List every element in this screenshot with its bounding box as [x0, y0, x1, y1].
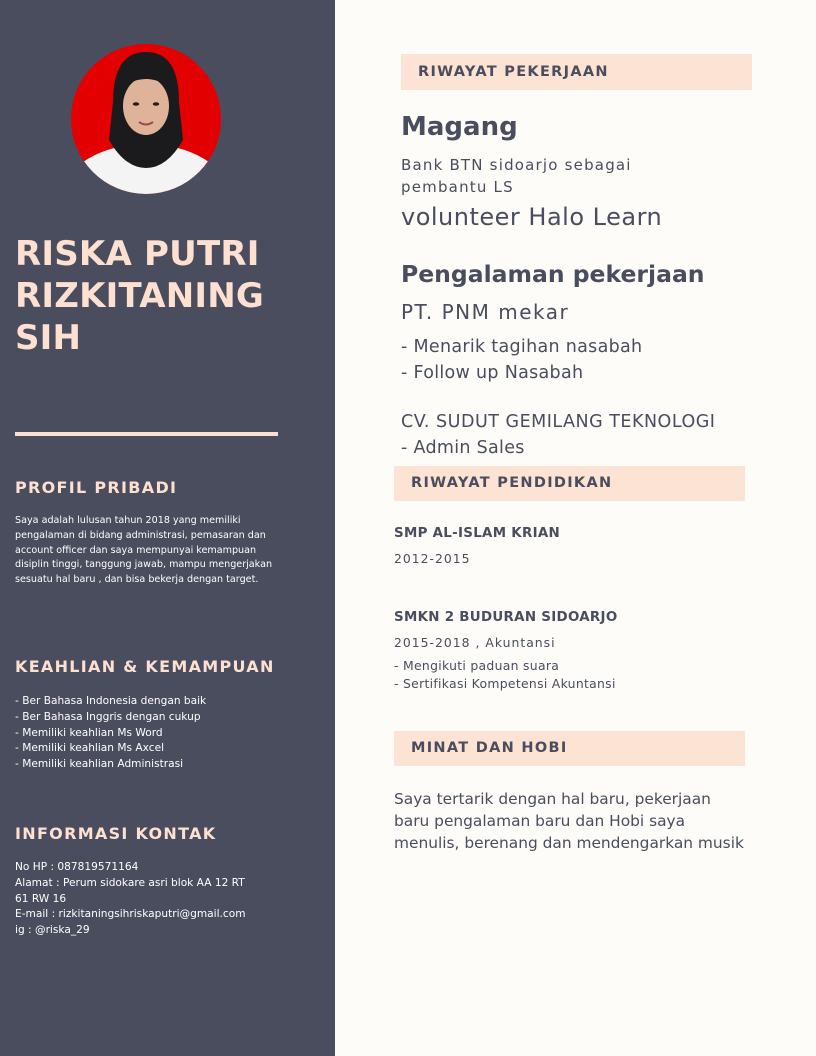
contact-heading: INFORMASI KONTAK	[15, 824, 217, 843]
skill-item: - Ber Bahasa Indonesia dengan baik	[15, 695, 207, 707]
school2-year: 2015-2018 , Akuntansi	[394, 635, 556, 650]
school1-year: 2012-2015	[394, 551, 471, 566]
company2-duty: - Admin Sales	[401, 438, 525, 458]
contact-info	[15, 860, 285, 939]
sidebar	[0, 0, 335, 1056]
contact-address: Alamat : Perum sidokare asri blok AA 12 RT	[15, 876, 245, 889]
name-line: RIZKITANING	[15, 276, 265, 316]
profile-heading: PROFIL PRIBADI	[15, 478, 178, 497]
volunteer-text: volunteer Halo Learn	[401, 203, 663, 231]
skill-item: - Memiliki keahlian Administrasi	[15, 758, 184, 771]
skills-list	[15, 694, 285, 773]
education-heading-banner	[394, 466, 745, 501]
internship-line: pembantu LS	[401, 178, 514, 196]
internship-line: Bank BTN sidoarjo sebagai	[401, 156, 632, 174]
contact-instagram: ig : @riska_29	[15, 924, 90, 937]
person-name	[15, 233, 315, 359]
name-line: SIH	[15, 318, 82, 358]
school2-name: SMKN 2 BUDURAN SIDOARJO	[394, 610, 618, 625]
work-heading-banner	[401, 54, 752, 90]
company1-duties	[401, 334, 642, 386]
internship-title: Magang	[401, 112, 518, 142]
experience-title: Pengalaman pekerjaan	[401, 260, 705, 288]
education-heading: RIWAYAT PENDIDIKAN	[411, 475, 613, 491]
work-heading: RIWAYAT PEKERJAAN	[418, 64, 609, 80]
school1-name: SMP AL-ISLAM KRIAN	[394, 526, 561, 541]
skill-item: - Ber Bahasa Inggris dengan cukup	[15, 710, 201, 723]
hobby-text: Saya tertarik dengan hal baru, pekerjaan baru pengalaman baru dan Hobi saya menulis, berenang dan mendengarkan musik	[394, 790, 744, 852]
profile-text: Saya adalah lulusan tahun 2018 yang memiliki pengalaman di bidang administrasi, pemasaran dan account officer dan saya mempunyai kemampuan disiplin tinggi, tanggung jawab, mampu mengerjakan sesuatu hal baru , dan bisa bekerja dengan target.	[15, 515, 273, 586]
company1-name: PT. PNM mekar	[401, 300, 570, 324]
hobby-heading-banner	[394, 731, 745, 766]
skill-item: - Memiliki keahlian Ms Word	[15, 726, 163, 739]
duty-item: - Menarik tagihan nasabah	[401, 337, 643, 357]
divider	[15, 432, 278, 436]
internship-detail	[401, 154, 632, 198]
note-item: - Sertifikasi Kompetensi Akuntansi	[394, 676, 616, 691]
school2-notes	[394, 657, 616, 693]
profile-photo	[71, 44, 221, 194]
contact-phone: No HP : 087819571164	[15, 861, 139, 873]
name-line: RISKA PUTRI	[15, 234, 260, 274]
skill-item: - Memiliki keahlian Ms Axcel	[15, 742, 165, 755]
hobby-heading: MINAT DAN HOBI	[411, 740, 568, 756]
contact-address-cont: 61 RW 16	[15, 892, 67, 905]
contact-email: E-mail : rizkitaningsihriskaputri@gmail.com	[15, 908, 246, 921]
note-item: - Mengikuti paduan suara	[394, 658, 560, 673]
skills-heading: KEAHLIAN & KEMAMPUAN	[15, 657, 275, 676]
company2-name: CV. SUDUT GEMILANG TEKNOLOGI	[401, 412, 716, 432]
profile-photo-image	[71, 44, 221, 194]
duty-item: - Follow up Nasabah	[401, 363, 584, 383]
